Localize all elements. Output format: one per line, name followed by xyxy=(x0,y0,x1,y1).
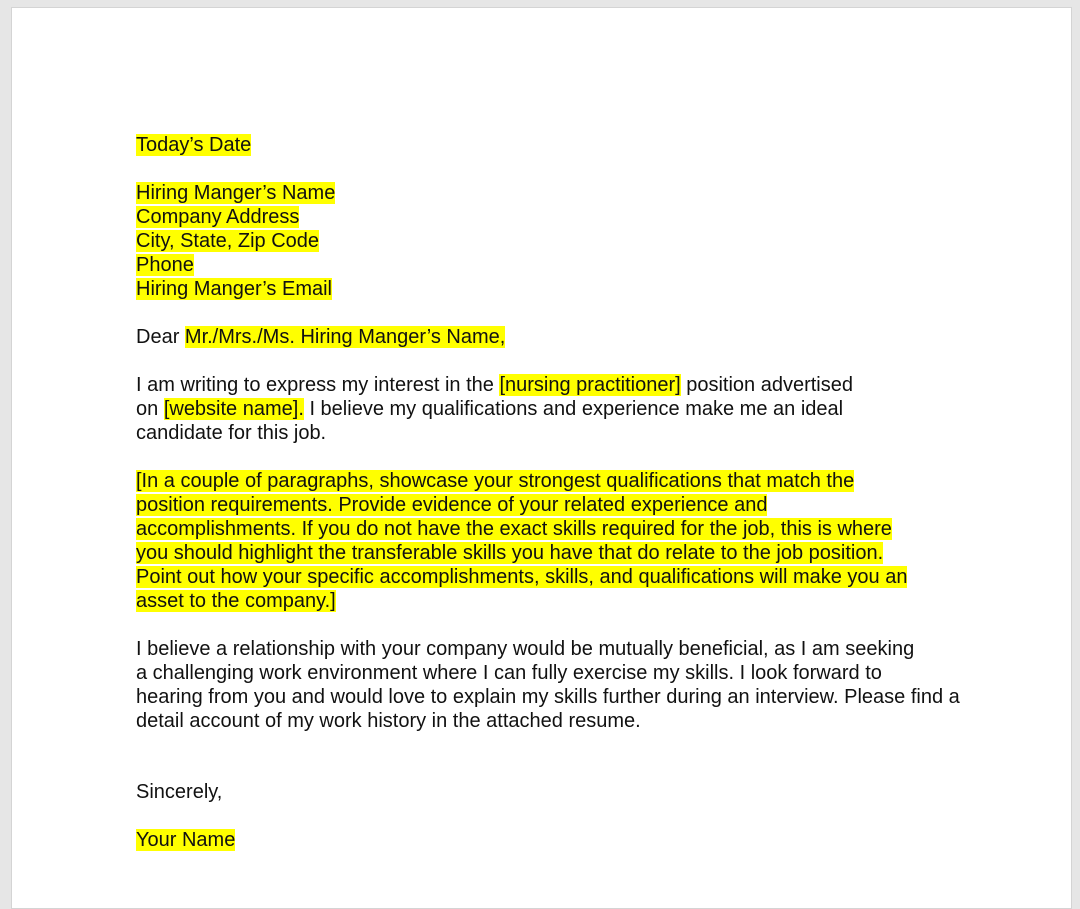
text-run: I believe a relationship with your company would be mutually beneficial, as I am seeking xyxy=(136,638,915,660)
text-line xyxy=(136,637,914,661)
highlighted-text: [In a couple of paragraphs, showcase your strongest qualifications that match the xyxy=(136,470,855,492)
text-run: detail account of my work history in the attached resume. xyxy=(136,710,641,732)
highlighted-text: Point out how your specific accomplishments, skills, and qualifications will make you an xyxy=(136,566,908,588)
text-run: I am writing to express my interest in the xyxy=(136,374,500,396)
text-line xyxy=(136,469,854,493)
text-line xyxy=(136,229,319,253)
highlighted-text: Phone xyxy=(136,254,194,276)
text-run: a challenging work environment where I can fully exercise my skills. I look forward to xyxy=(136,662,882,684)
text-line xyxy=(136,253,194,277)
highlighted-text: you should highlight the transferable skills you have that do relate to the job position. xyxy=(136,542,884,564)
text-run: on xyxy=(136,398,164,420)
text-line xyxy=(136,493,767,517)
text-run: position advertised xyxy=(680,374,853,396)
highlighted-text: [nursing practitioner] xyxy=(499,374,681,396)
text-run: Dear xyxy=(136,326,185,348)
text-line xyxy=(136,133,251,157)
highlighted-text: Your Name xyxy=(136,829,236,851)
text-line xyxy=(136,709,641,733)
text-line xyxy=(136,541,883,565)
text-run: I believe my qualifications and experience make me an ideal xyxy=(303,398,844,420)
highlighted-text: Hiring Manger’s Name xyxy=(136,182,336,204)
text-line xyxy=(136,565,907,589)
text-line xyxy=(136,780,222,804)
text-line xyxy=(136,517,892,541)
text-line xyxy=(136,661,882,685)
text-line xyxy=(136,325,505,349)
text-line xyxy=(136,685,960,709)
text-line xyxy=(136,828,235,852)
text-line xyxy=(136,181,335,205)
highlighted-text: accomplishments. If you do not have the exact skills required for the job, this is where xyxy=(136,518,892,540)
text-line xyxy=(136,277,332,301)
document-page xyxy=(11,7,1072,909)
text-run: candidate for this job. xyxy=(136,422,327,444)
text-line xyxy=(136,373,853,397)
highlighted-text: City, State, Zip Code xyxy=(136,230,320,252)
text-run: Sincerely, xyxy=(136,781,223,803)
text-line xyxy=(136,205,299,229)
text-run: hearing from you and would love to explain my skills further during an interview. Please find a xyxy=(136,686,960,708)
highlighted-text: Company Address xyxy=(136,206,300,228)
highlighted-text: Mr./Mrs./Ms. Hiring Manger’s Name, xyxy=(184,326,506,348)
highlighted-text: position requirements. Provide evidence of your related experience and xyxy=(136,494,768,516)
text-line xyxy=(136,421,326,445)
highlighted-text: asset to the company.] xyxy=(136,590,336,612)
highlighted-text: Hiring Manger’s Email xyxy=(136,278,332,300)
text-line xyxy=(136,589,336,613)
highlighted-text: Today’s Date xyxy=(136,134,252,156)
text-line xyxy=(136,397,843,421)
highlighted-text: [website name]. xyxy=(163,398,304,420)
